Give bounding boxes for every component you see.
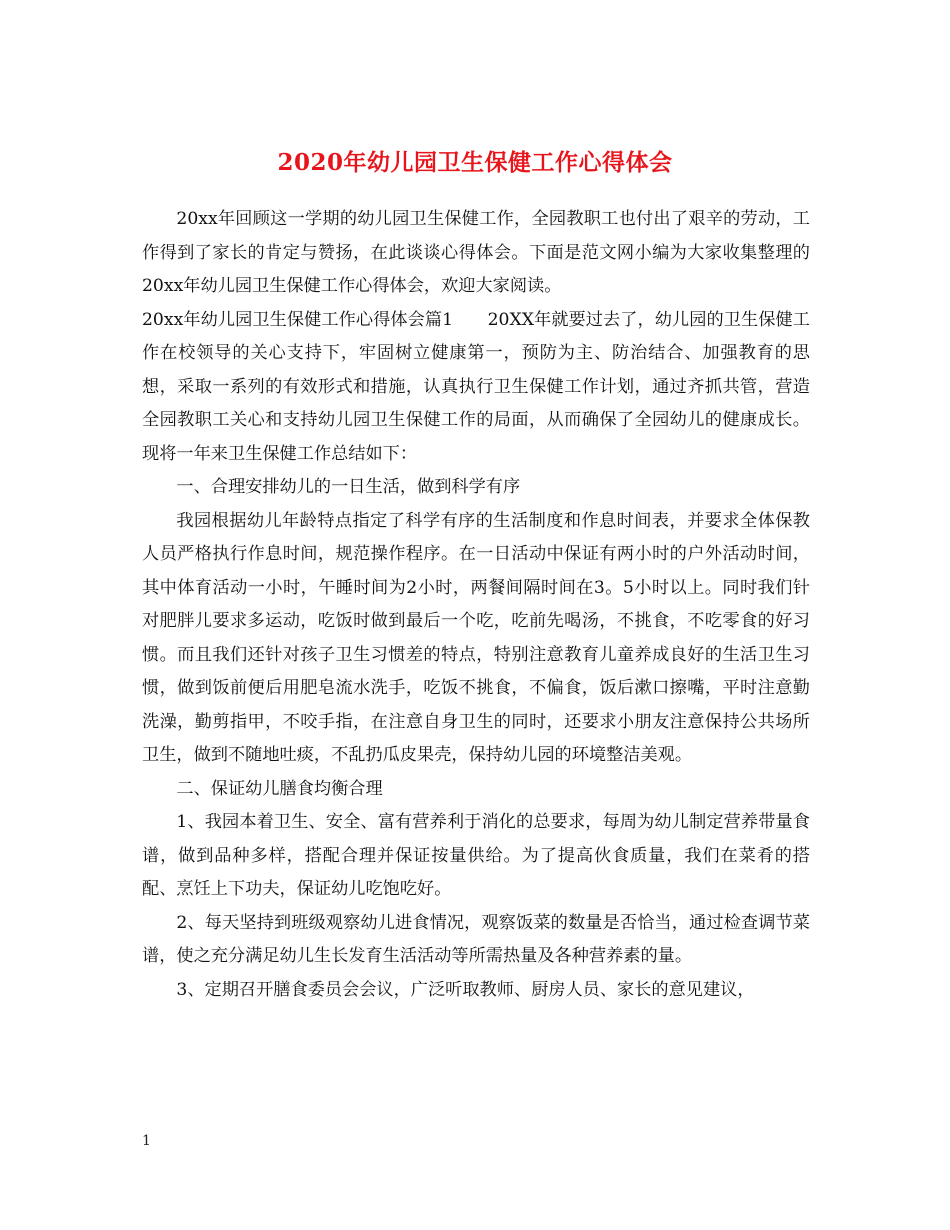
section-paragraph: 20xx年幼儿园卫生保健工作心得体会篇1 20XX年就要过去了，幼儿园的卫生保健工作在校领导的关心支持下，牢固树立健康第一，预防为主、防治结合、加强教育的思想，采取一系列的有效形式和措施，认真执行卫生保健工作计划，通过齐抓共管，营造全园教职工关心和支持幼儿园卫生保健工作的局面，从而确保了全园幼儿的健康成长。现将一年来卫生保健工作总结如下： [142,309,810,464]
body-paragraph: 3、定期召开膳食委员会会议，广泛听取教师、厨房人员、家长的意见建议， [176,979,755,1000]
body-paragraph: 2、每天坚持到班级观察幼儿进食情况，观察饭菜的数量是否恰当，通过检查调节菜谱，使之充分满足幼儿生长发育生活活动等所需热量及各种营养素的量。 [142,912,810,966]
document-body [142,203,810,1007]
page-number: 1 [142,1133,151,1149]
body-paragraph: 1、我园本着卫生、安全、富有营养利于消化的总要求，每周为幼儿制定营养带量食谱，做到品种多样，搭配合理并保证按量供给。为了提高伙食质量，我们在菜肴的搭配、烹饪上下功夫，保证幼儿吃饱吃好。 [142,812,810,899]
document-title: 2020年幼儿园卫生保健工作心得体会 [277,149,673,177]
intro-paragraph: 20xx年回顾这一学期的幼儿园卫生保健工作，全园教职工也付出了艰辛的劳动，工作得到了家长的肯定与赞扬，在此谈谈心得体会。下面是范文网小编为大家收集整理的20xx年幼儿园卫生保健工作心得体会，欢迎大家阅读。 [142,209,810,296]
heading-paragraph: 二、保证幼儿膳食均衡合理 [176,778,383,799]
heading-paragraph: 一、合理安排幼儿的一日生活，做到科学有序 [176,477,521,497]
body-paragraph: 我园根据幼儿年龄特点指定了科学有序的生活制度和作息时间表，并要求全体保教人员严格执行作息时间，规范操作程序。在一日活动中保证有两小时的户外活动时间，其中体育活动一小时，午睡时间为2小时，两餐间隔时间在3。5小时以上。同时我们针对肥胖儿要求多运动，吃饭时做到最后一个吃，吃前先喝汤，不挑食，不吃零食的好习惯。而且我们还针对孩子卫生习惯差的特点，特别注意教育儿童养成良好的生活卫生习惯，做到饭前便后用肥皂流水洗手，吃饭不挑食，不偏食，饭后漱口擦嘴，平时注意勤洗澡，勤剪指甲，不咬手指，在注意自身卫生的同时，还要求小朋友注意保持公共场所卫生，做到不随地吐痰，不乱扔瓜皮果壳，保持幼儿园的环境整洁美观。 [142,510,810,765]
